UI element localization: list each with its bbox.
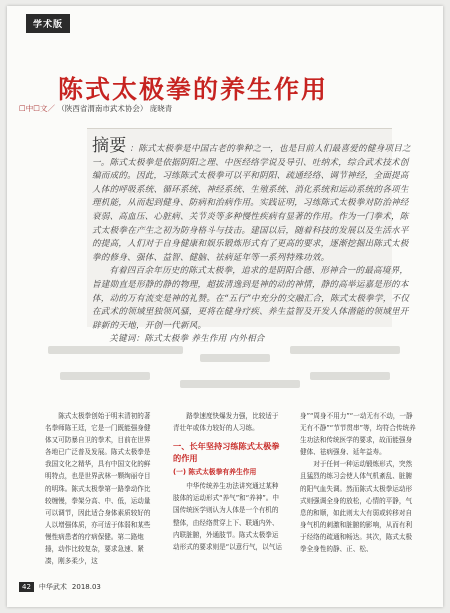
column-2-intro: 路拳速度快爆发力强，比较适于青壮年或体力较好的人习练。 bbox=[173, 412, 279, 433]
faint-line bbox=[290, 346, 400, 354]
abstract-block bbox=[92, 136, 415, 347]
section-tag: 学术版 bbox=[26, 14, 70, 33]
column-2 bbox=[173, 410, 284, 553]
faint-line bbox=[180, 380, 300, 388]
column-3 bbox=[300, 410, 418, 555]
column-3-para-1: 身”“周身不用力”“一动无有不动，一静无有不静”“节节贯串”等，均符合传统养生功法和传统医学的要求，故而能强身健体、祛病强身、延年益寿。 bbox=[300, 412, 416, 457]
faint-line bbox=[48, 346, 183, 354]
abstract-label: 摘要 bbox=[92, 136, 127, 156]
abstract-text-1: ：陈式太极拳是中国古老的拳种之一，也是目前人们最喜爱的健身项目之一。陈式太极拳是依据阴阳之理、中医经络学说及导引、吐纳术，综合武术技术创编而成的。因此，习练陈式太极拳可以平和阴阳、疏通经络、调节神经，全面提高人体的呼吸系统、循环系统、神经系统、生殖系统、消化系统和运动系统的各项生理机能，从而起到健身、防病和治病作用。实践证明，习练陈式太极拳对防治神经衰弱、高血压、心脏病、关节炎等多种慢性疾病有显著的作用。作为一门拳术，陈式太极拳在产生之初为防身格斗与技击。建国以后，随着科技的发展以及生活水平的提高，人们对于自身健康和娱乐锻炼形式有了更高的要求，逐渐挖掘出陈式太极拳的修身、强体、益智、健脑、祛病延年等一系列特殊功效。 bbox=[92, 144, 411, 263]
abstract-para-1 bbox=[92, 136, 415, 265]
faint-line bbox=[60, 372, 150, 380]
byline-author: 庞晓青 bbox=[149, 104, 173, 113]
column-2-body: 中华传统养生功法讲究通过某种肢体的运动形式“养气”和“养神”。中国传统医学则认为人体是一个有机的整体，由经络贯穿上下、联通内外、内联脏腑，外通肢节。陈式太极拳运动形式的要求则是“以意行气，以气运 bbox=[173, 482, 282, 551]
article-title: 陈式太极拳的养生作用 bbox=[58, 75, 329, 104]
abstract-para-2: 有着四百余年历史的陈式太极拳，追求的是阴阳合德、形神合一的最高境界，旨建勋直是形静的静的物理，超拔清逸到是神的动的神情，静的高举运嘉是形的本体，动的万有流变是神的礼赞。在“五行”中充分的交融汇合，陈式太极拳学，不仅在武术的领域里独领风骚，更将在健身疗疾、养生益智及开发人体潜能的领域里开辟新的天地，开创一代新风。 bbox=[92, 266, 410, 331]
section-heading: 一、长年坚持习练陈式太极拳的作用 bbox=[173, 441, 280, 464]
byline-prefix: ☐中☐文／ bbox=[19, 104, 55, 113]
column-1-text: 陈式太极拳创始于明末清初的著名拳师陈王廷，它是一门既能强身健体又可防暴自卫的拳术，目前在世界各地已广泛普及发展。陈式太极拳是我国文化之精华，具有中国文化的鲜明特点，也是世界武林一颗绚丽夺目的明珠。陈式太极拳第一路拳动作比较缠慢，拳架分高、中、低，运动量可以调节，因此适合身体素质较好的人以增强体质，亦可适于体弱和某些慢性病患者的疗病保健。第二路炮捶，动作比较复杂，要求急速、紧凑，刚多柔少，这 bbox=[45, 412, 151, 566]
sub-heading-text: 陈式太极拳有养生作用 bbox=[188, 468, 257, 477]
faint-line bbox=[310, 372, 390, 380]
magazine-name: 中华武术 bbox=[38, 583, 67, 591]
page-number: 42 bbox=[19, 582, 34, 592]
faint-line bbox=[200, 354, 270, 362]
byline-org: （陕西省渭南市武术协会） bbox=[57, 104, 148, 113]
sub-heading-number: (一) bbox=[173, 468, 187, 477]
byline bbox=[19, 103, 172, 114]
column-3-para-2: 对于任何一种运动锻炼形式，突然且猛烈的练习会使人体气机紊乱、脏腑的阳气血失调。然而陈式太极拳运动形式则强调全身的放松，心情的平静，气息的和顺，如此则太大有弱或转移对自身气机的刺激和脏腑的影响，从而有利于经络的疏通和畅达。其次，陈式太极拳全身性的静、正、松、 bbox=[300, 460, 413, 554]
issue-number: 2018.03 bbox=[71, 583, 101, 591]
sub-heading bbox=[173, 466, 284, 478]
abstract-keywords: 关键词：陈式太极拳 养生作用 内外相合 bbox=[109, 334, 265, 345]
page-footer bbox=[19, 582, 101, 592]
